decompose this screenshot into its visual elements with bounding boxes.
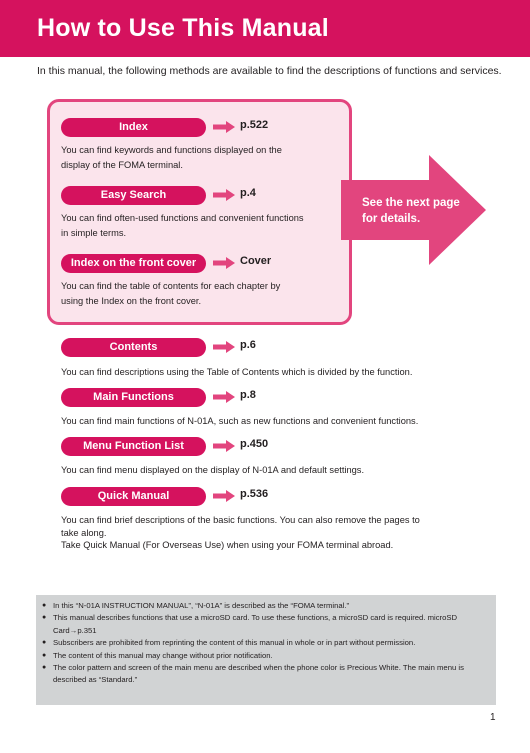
note-item: ● The content of this manual may change without prior notification. [42,650,488,662]
method-easy-search-desc: You can find often-used functions and convenient functions in simple terms. [61,213,304,238]
method-menu-function-list-label: Menu Function List [61,437,206,456]
method-menu-function-list-desc: You can find menu displayed on the display of N-01A and default settings. [61,465,365,475]
arrow-right-icon [213,391,235,403]
note-item: ● Subscribers are prohibited from reprinting the content of this manual in whole or in part without permission. [42,637,488,649]
method-easy-search-label: Easy Search [61,186,206,205]
method-front-cover-desc: You can find the table of contents for each chapter by using the Index on the front cover. [61,281,281,306]
arrow-right-icon [213,257,235,269]
see-next-page-text: See the next page for details. [362,197,460,225]
method-front-cover-ref: Cover [240,255,272,267]
bullet-icon: ● [42,639,47,647]
method-main-functions-label: Main Functions [61,388,206,407]
arrow-right-icon [213,121,235,133]
bullet-icon: ● [42,614,47,622]
note-item: ● The color pattern and screen of the main menu are described when the phone color is Precious White. The main menu is described as “Standard.” [42,663,464,685]
note-item: ● In this “N-01A INSTRUCTION MANUAL”, “N-01A” is described as the “FOMA terminal.” [42,600,488,612]
note-item: ● This manual describes functions that use a microSD card. To use these functions, a microSD card is required. microSD Card→p.351 [42,613,458,635]
notes-list [42,600,488,687]
page-number: 1 [490,712,496,723]
method-index-ref: p.522 [240,119,269,131]
method-contents-label: Contents [61,338,206,357]
method-main-functions-desc: You can find main functions of N-01A, such as new functions and convenient functions. [61,416,419,426]
arrow-right-icon [213,440,235,452]
arrow-right-icon [213,490,235,502]
bullet-icon: ● [42,651,47,659]
method-main-functions-ref: p.8 [240,389,256,401]
bullet-icon: ● [42,602,47,609]
method-contents-ref: p.6 [240,339,256,351]
arrow-right-icon [213,341,235,353]
method-menu-function-list-ref: p.450 [240,438,269,450]
method-quick-manual-label: Quick Manual [61,487,206,506]
page-title: How to Use This Manual [37,14,329,42]
method-index-desc: You can find keywords and functions displayed on the display of the FOMA terminal. [61,145,282,170]
method-quick-manual-desc: You can find brief descriptions of the basic functions. You can also remove the pages to take along. Take Quick Manual (For Overseas Use) when using your FOMA terminal abroad. [61,515,420,550]
method-index-label: Index [61,118,206,137]
notes-box [36,595,496,705]
method-quick-manual-ref: p.536 [240,488,269,500]
page-header [0,0,530,57]
bullet-icon: ● [42,664,47,672]
method-contents-desc: You can find descriptions using the Table of Contents which is divided by the function. [61,367,413,377]
method-front-cover-label: Index on the front cover [61,254,206,273]
arrow-right-icon [213,189,235,201]
method-easy-search-ref: p.4 [240,187,256,199]
intro-text: In this manual, the following methods are available to find the descriptions of functions and services. [37,65,502,77]
